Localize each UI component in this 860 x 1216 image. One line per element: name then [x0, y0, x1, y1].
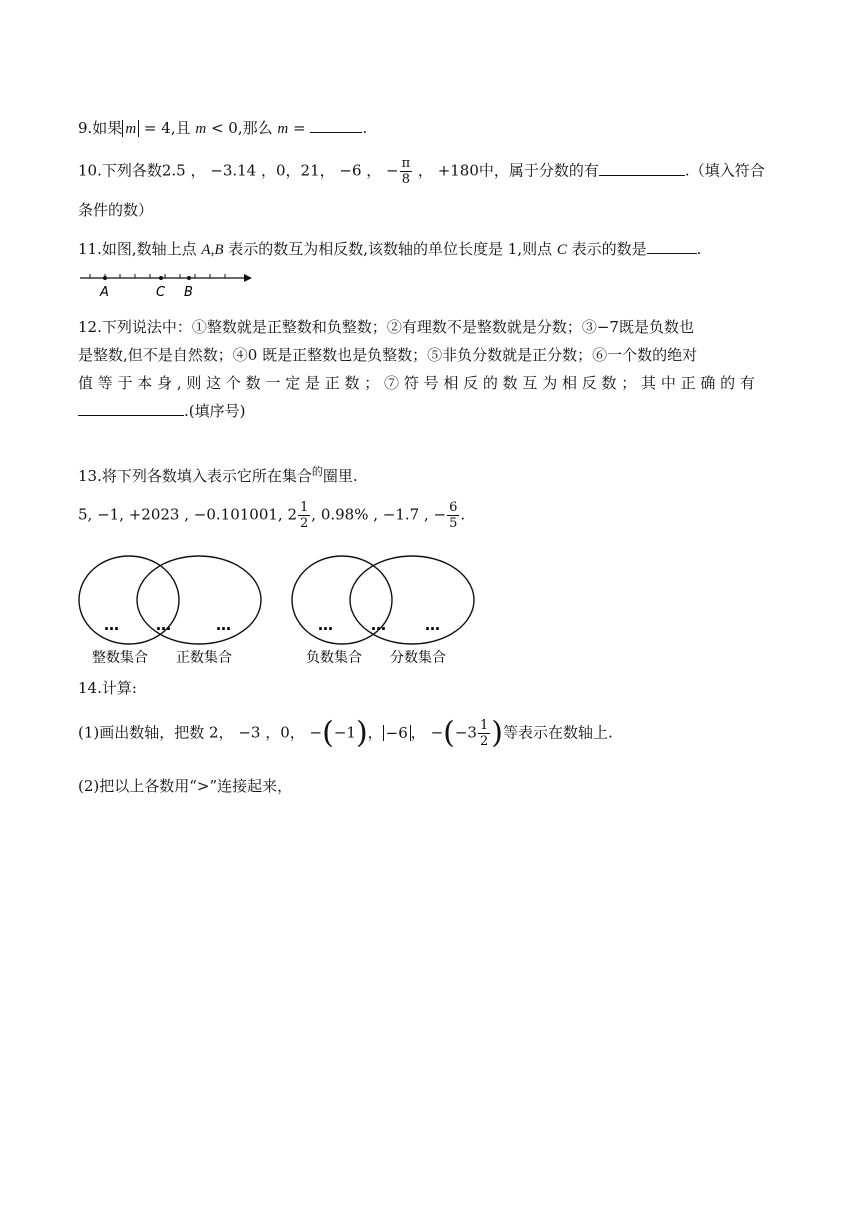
integer-set-label: 整数集合 — [92, 650, 148, 666]
fraction: $\frac{1}{2}$ — [479, 718, 489, 749]
question-10-line2: 条件的数） — [78, 201, 154, 219]
dots: … — [318, 616, 333, 634]
answer-blank[interactable] — [647, 237, 697, 254]
point-c — [159, 276, 163, 280]
fraction: $\frac{\pi}{8}$ — [401, 156, 411, 187]
absolute-value: −6 — [383, 725, 411, 741]
dots: … — [216, 616, 231, 634]
fraction: $\frac{6}{5}$ — [449, 500, 458, 531]
answer-blank[interactable] — [599, 159, 685, 176]
fraction-set-circle — [350, 556, 474, 644]
question-14-part1: (1)画出数轴，把数 2， −3 ，0， −(−1)， −6 ， −(−3 $\frac{1}{2}$ )等表示在数轴上. — [78, 715, 613, 751]
question-13-numbers: 5, −1, +2023 , −0.101001, 2 $\frac{1}{2}$ , 0.98% , −1.7 , − $\frac{6}{5}$ . — [78, 500, 466, 531]
label-a: A — [100, 285, 109, 300]
negative-set-label: 负数集合 — [306, 650, 362, 666]
dots: … — [371, 616, 386, 634]
question-10: 10.下列各数2.5 ， −3.14 ，0，21， −6 ， − $\frac{\pi}{8}$ ， +180中，属于分数的有 .（填入符合 — [78, 156, 765, 187]
point-b — [187, 276, 191, 280]
absolute-value: m — [122, 120, 139, 137]
question-12: 12.下列说法中：①整数就是正整数和负整数；②有理数不是整数就是分数；③−7既是负数也 是整数,但不是自然数；④0 既是正整数也是负整数；⑤非负分数就是正分数；⑥一个数的绝对 值 等 于 本 身 , 则 这 个 数 一 定 是 正 数 ； ⑦ 符 号 相 反 的 数 互 为 相 反 数 ； 其 中 正 确 的 有 .(填序号) — [78, 318, 755, 420]
number-line-figure — [76, 266, 256, 300]
dots: … — [104, 616, 119, 634]
point-a — [103, 276, 107, 280]
question-11: 11.如图,数轴上点 A,B 表示的数互为相反数,该数轴的单位长度是 1,则点 C 表示的数是 . — [78, 237, 782, 260]
question-9: 9.如果 m = 4,且 m < 0,那么 m = . — [78, 116, 782, 139]
question-14-title: 14.计算: — [78, 679, 137, 697]
answer-blank[interactable] — [310, 116, 362, 133]
ticks — [90, 274, 225, 278]
fraction-set-label: 分数集合 — [390, 650, 446, 666]
arrow-icon — [244, 274, 252, 282]
dots: … — [156, 616, 171, 634]
question-14-part2: (2)把以上各数用“>”连接起来， — [78, 777, 293, 795]
label-c: C — [156, 285, 166, 300]
positive-set-label: 正数集合 — [176, 650, 232, 666]
venn-diagrams — [70, 552, 480, 672]
answer-blank[interactable] — [78, 399, 184, 416]
question-13: 13.将下列各数填入表示它所在集合$^的$圈里. — [78, 465, 358, 485]
dots: … — [425, 616, 440, 634]
fraction: $\frac{1}{2}$ — [300, 500, 309, 531]
label-b: B — [184, 285, 193, 300]
